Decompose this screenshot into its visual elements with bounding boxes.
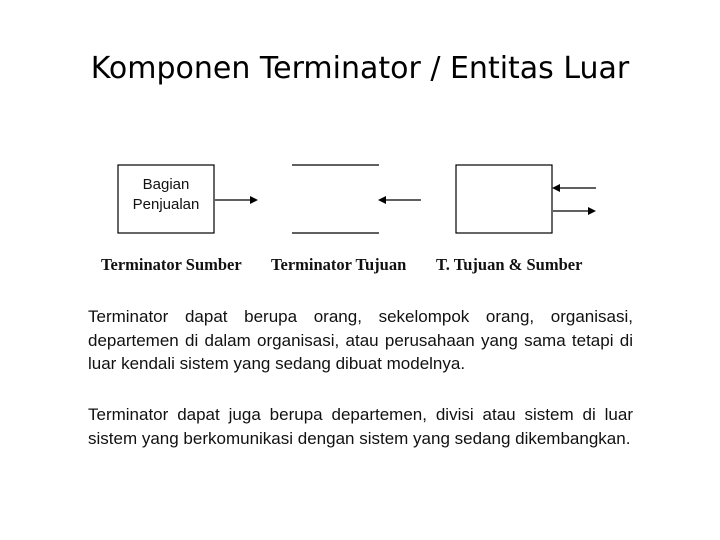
destination-terminator — [292, 165, 421, 233]
source-outgoing-arrowhead — [250, 196, 258, 204]
destination-incoming-arrowhead — [378, 196, 386, 204]
source-destination-terminator — [456, 165, 596, 233]
outgoing-arrowhead — [588, 207, 596, 215]
source-box-label: Bagian Penjualan — [132, 176, 200, 213]
paragraph-terminator-examples: Terminator dapat juga berupa departemen, divisi atau sistem di luar sistem yang berkomunikasi dengan sistem yang sedang dikembangkan. — [88, 405, 633, 448]
caption-source-terminator: Terminator Sumber — [101, 255, 242, 274]
caption-destination-terminator: Terminator Tujuan — [271, 255, 407, 274]
caption-source-destination-terminator: T. Tujuan & Sumber — [436, 255, 583, 274]
slide-title: Komponen Terminator / Entitas Luar — [90, 51, 630, 86]
source-destination-terminator-box — [456, 165, 552, 233]
paragraph-terminator-definition: Terminator dapat berupa orang, sekelompok orang, organisasi, departemen di dalam organisasi, atau perusahaan yang sama tetapi di luar kendali sistem yang sedang dibuat modelnya. — [88, 307, 633, 373]
incoming-arrowhead — [552, 184, 560, 192]
